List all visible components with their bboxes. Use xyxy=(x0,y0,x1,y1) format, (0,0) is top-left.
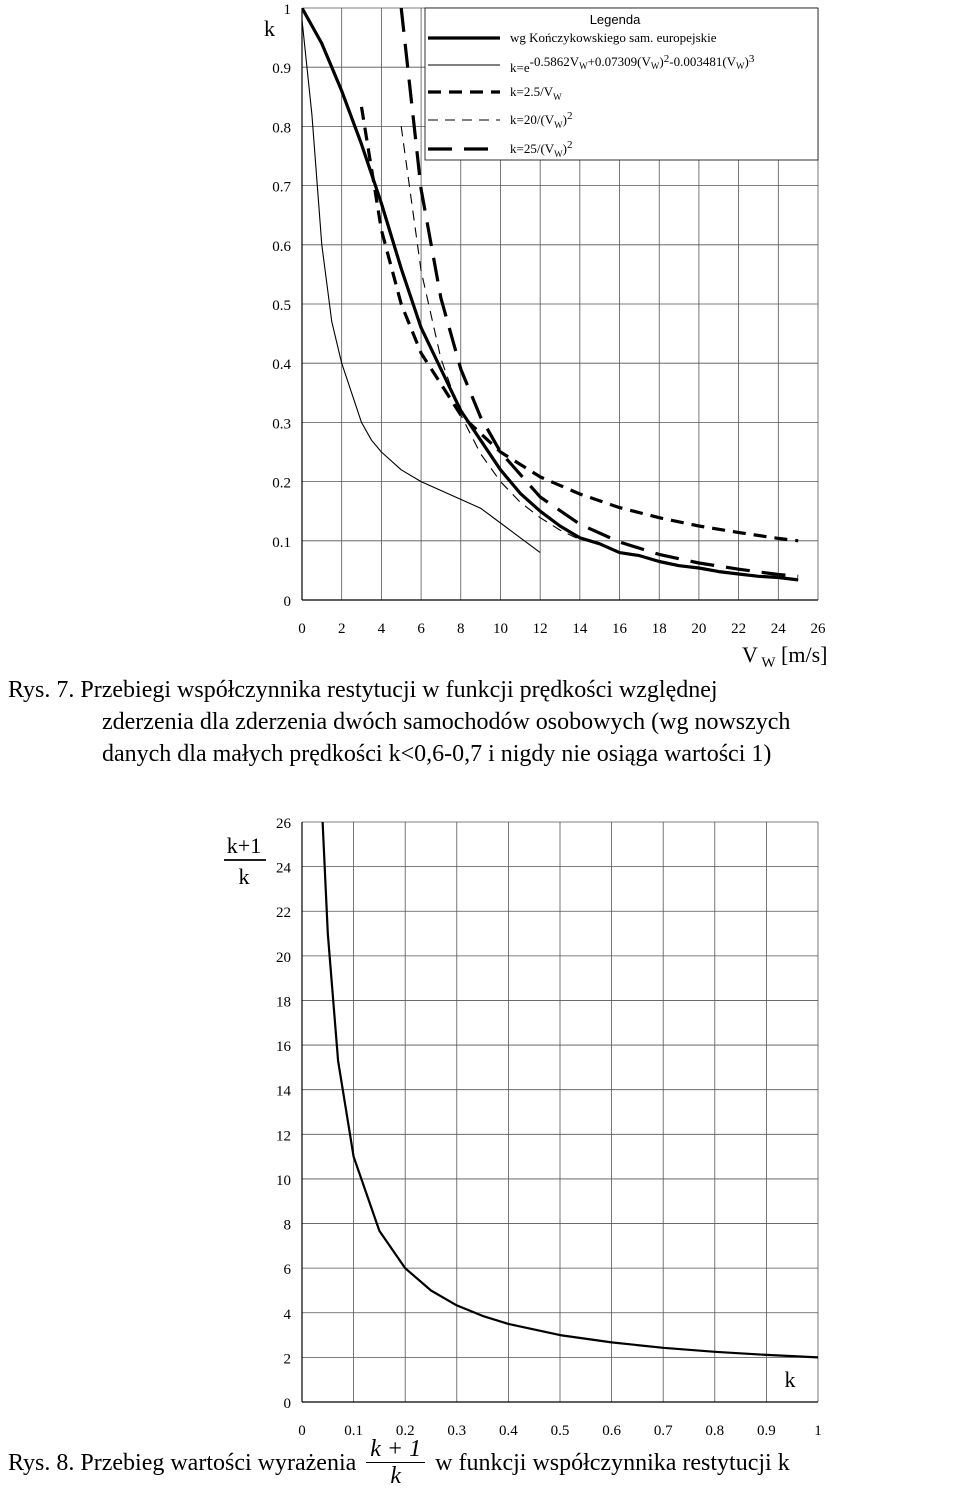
x-axis-title: V $_W$ [m/s] xyxy=(742,642,828,671)
fraction-denominator: k xyxy=(390,1463,402,1489)
y-tick-label: 0 xyxy=(283,594,291,610)
y-tick-label: 1 xyxy=(283,2,291,18)
x-tick-label: 4 xyxy=(377,621,386,637)
x-tick-label: 20 xyxy=(691,621,707,637)
y-tick-label: 0.7 xyxy=(272,179,291,196)
x-tick-label: 12 xyxy=(532,621,548,637)
y-axis-title-numerator: k+1 xyxy=(226,833,262,858)
y-tick-label: 12 xyxy=(276,1128,291,1145)
x-axis-title: k xyxy=(784,1367,796,1392)
y-tick-label: 0.1 xyxy=(272,534,291,551)
y-tick-label: 0.6 xyxy=(272,238,291,255)
x-tick-label: 1 xyxy=(814,1423,822,1439)
y-tick-label: 16 xyxy=(276,1039,291,1056)
x-tick-label: 2 xyxy=(337,621,346,637)
caption-prefix: Rys. 8. Przebieg wartości wyrażenia xyxy=(8,1449,357,1476)
y-tick-label: 0.5 xyxy=(272,298,291,314)
x-tick-label: 22 xyxy=(731,621,747,637)
legend-title: Legenda xyxy=(589,12,641,27)
caption-line: Rys. 7. Przebiegi współczynnika restytucji w funkcji prędkości względnej xyxy=(8,677,718,703)
legend-label-5: $k=25/(V_W)^2$ xyxy=(510,139,573,159)
x-tick-label: 0.7 xyxy=(653,1423,673,1439)
y-tick-label: 20 xyxy=(276,949,291,966)
legend-label-1: wg Kończykowskiego sam. europejskie xyxy=(510,30,717,45)
caption-suffix: w funkcji współczynnika restytucji k xyxy=(435,1449,790,1476)
y-tick-label: 18 xyxy=(276,994,291,1011)
y-tick-label: 22 xyxy=(276,905,291,922)
y-tick-label: 0.4 xyxy=(272,357,291,374)
y-tick-label: 4 xyxy=(283,1306,291,1323)
x-tick-label: 8 xyxy=(457,621,465,637)
chart2-grid xyxy=(302,822,818,1402)
x-tick-label: 6 xyxy=(417,621,425,637)
figure-8-caption xyxy=(8,1436,790,1489)
y-tick-label: 24 xyxy=(276,860,291,877)
legend-label-4: $k=20/(V_W)^2$ xyxy=(510,110,573,130)
x-tick-label: 26 xyxy=(810,621,826,637)
x-tick-label: 16 xyxy=(612,621,628,637)
caption-fraction xyxy=(366,1436,425,1489)
y-tick-label: 0.8 xyxy=(272,120,291,137)
x-tick-label: 0.8 xyxy=(705,1423,725,1439)
caption-line: zderzenia dla zderzenia dwóch samochodów osobowych (wg nowszych xyxy=(102,709,791,735)
x-tick-label: 24 xyxy=(770,621,786,637)
y-axis-title-denominator: k xyxy=(238,864,250,889)
y-tick-label: 14 xyxy=(276,1083,291,1100)
x-tick-label: 0.6 xyxy=(602,1423,621,1439)
y-tick-label: 0.3 xyxy=(272,416,291,433)
fraction-numerator: k + 1 xyxy=(366,1436,425,1463)
x-tick-label: 14 xyxy=(572,621,588,637)
legend-label-2: $k=e-0.5862V_W+0.07309(V_W)^2-0.003481(V_W)^3$ xyxy=(510,53,755,75)
x-tick-label: 0 xyxy=(298,621,306,637)
y-tick-label: 0.2 xyxy=(272,475,291,492)
y-tick-label: 6 xyxy=(283,1262,291,1279)
y-axis-title: k xyxy=(264,16,275,41)
x-tick-label: 0 xyxy=(298,1423,306,1439)
caption-line: danych dla małych prędkości k<0,6-0,7 i nigdy nie osiąga wartości 1) xyxy=(102,741,772,767)
y-tick-label: 8 xyxy=(283,1217,291,1234)
y-tick-label: 26 xyxy=(276,816,291,832)
x-tick-label: 0.5 xyxy=(550,1423,570,1439)
x-tick-label: 0.3 xyxy=(447,1423,467,1439)
x-tick-label: 10 xyxy=(492,621,508,637)
x-tick-label: 0.1 xyxy=(344,1423,363,1439)
y-tick-label: 0.9 xyxy=(272,61,291,78)
legend-label-3: $k=2.5/V_W$ xyxy=(510,84,562,102)
y-tick-label: 0 xyxy=(283,1396,291,1412)
x-tick-label: 0.4 xyxy=(499,1423,518,1439)
x-tick-label: 0.9 xyxy=(757,1423,776,1439)
x-tick-label: 18 xyxy=(651,621,667,637)
y-tick-label: 2 xyxy=(283,1351,291,1368)
x-tick-label: 0.2 xyxy=(395,1423,415,1439)
y-tick-label: 10 xyxy=(276,1172,291,1189)
